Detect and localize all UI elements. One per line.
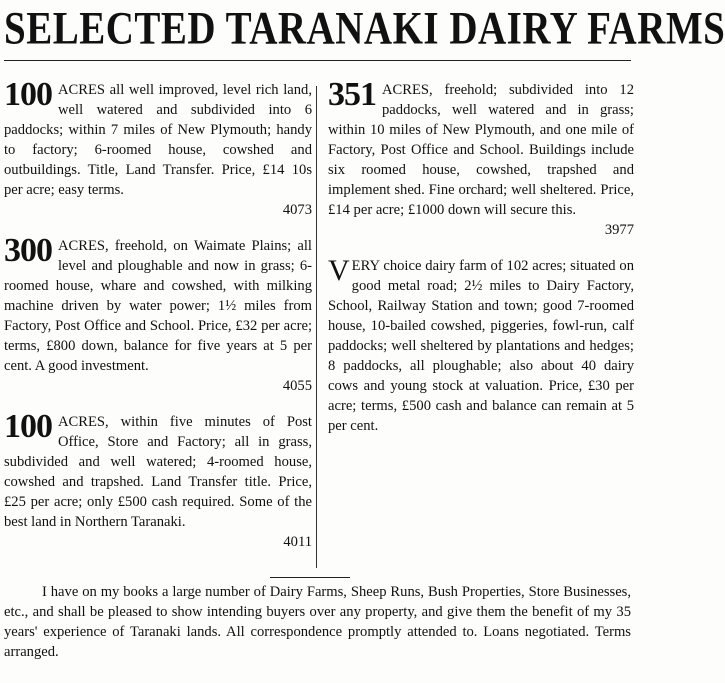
listing-text: ACRES, freehold, on Waimate Plains; all level and ploughable and now in grass; 6-roomed house, whare and cowshed, with milking machine driven by water power; 1½ miles from Factory, Post Office and School. Price, £32 per acre; terms, £800 down, balance for five years at 5 per cent. A good investment. (4, 238, 312, 374)
listing-300-acres-waimate (4, 232, 312, 396)
page-headline: SELECTED TARANAKI DAIRY FARMS (4, 3, 725, 54)
listing-ref: 4055 (282, 378, 312, 394)
listing-text: ACRES, within five minutes of Post Office, Store and Factory; all in grass, subdivided and well watered; 4-roomed house, cowshed and trapshed. Land Transfer title. Price, £25 per acre; only £500 cash required. Some of the best land in Northern Taranaki. (4, 414, 312, 530)
acreage-number: 300 (4, 232, 52, 269)
listing-351-acres (328, 76, 634, 240)
column-divider (316, 86, 317, 568)
acreage-number: 351 (328, 76, 376, 113)
listing-102-acres (328, 256, 634, 436)
acreage-number: 100 (4, 408, 52, 445)
listing-100-acres-northern-taranaki (4, 408, 312, 552)
listing-ref: 3977 (604, 222, 634, 238)
footer-rule (270, 577, 350, 578)
listing-ref: 4073 (282, 202, 312, 218)
acreage-number: 100 (4, 76, 52, 113)
listing-100-acres-new-plymouth (4, 76, 312, 220)
listing-text: ERY choice dairy farm of 102 acres; situated on good metal road; 2½ miles to Dairy Factory, School, Railway Station and town; good 7-roomed house, 10-bailed cowshed, piggeries, fowl-run, calf paddocks; well sheltered by plantations and hedges; 8 paddocks, all ploughable; also about 40 dairy cows and young stock at valuation. Price, £30 per acre; terms, £500 cash and balance can remain at 5 per cent. (328, 258, 634, 434)
listing-text: ACRES, freehold; subdivided into 12 paddocks, well watered and in grass; within 10 miles of New Plymouth, and one mile of Factory, Post Office and School. Buildings include six roomed house, cowshed, trapshed and implement shed. Fine orchard; well sheltered. Price, £14 per acre; £1000 down will secure this. (328, 82, 634, 218)
listing-text: ACRES all well improved, level rich land, well watered and subdivided into 6 paddocks; within 7 miles of New Plymouth; handy to factory; 6-roomed house, cowshed and outbuildings. Title, Land Transfer. Price, £14 10s per acre; easy terms. (4, 82, 312, 198)
drop-cap: V (328, 254, 350, 287)
right-column (328, 76, 634, 452)
left-column (4, 76, 312, 568)
agent-notice: I have on my books a large number of Dairy Farms, Sheep Runs, Bush Properties, Store Businesses, etc., and shall be pleased to show intending buyers over any property, and give them the benefit of my 35 years' experience of Taranaki lands. All correspondence promptly attended to. Loans negotiated. Terms arranged. (4, 584, 631, 660)
listing-ref: 4011 (283, 534, 312, 550)
header-rule (4, 60, 631, 61)
